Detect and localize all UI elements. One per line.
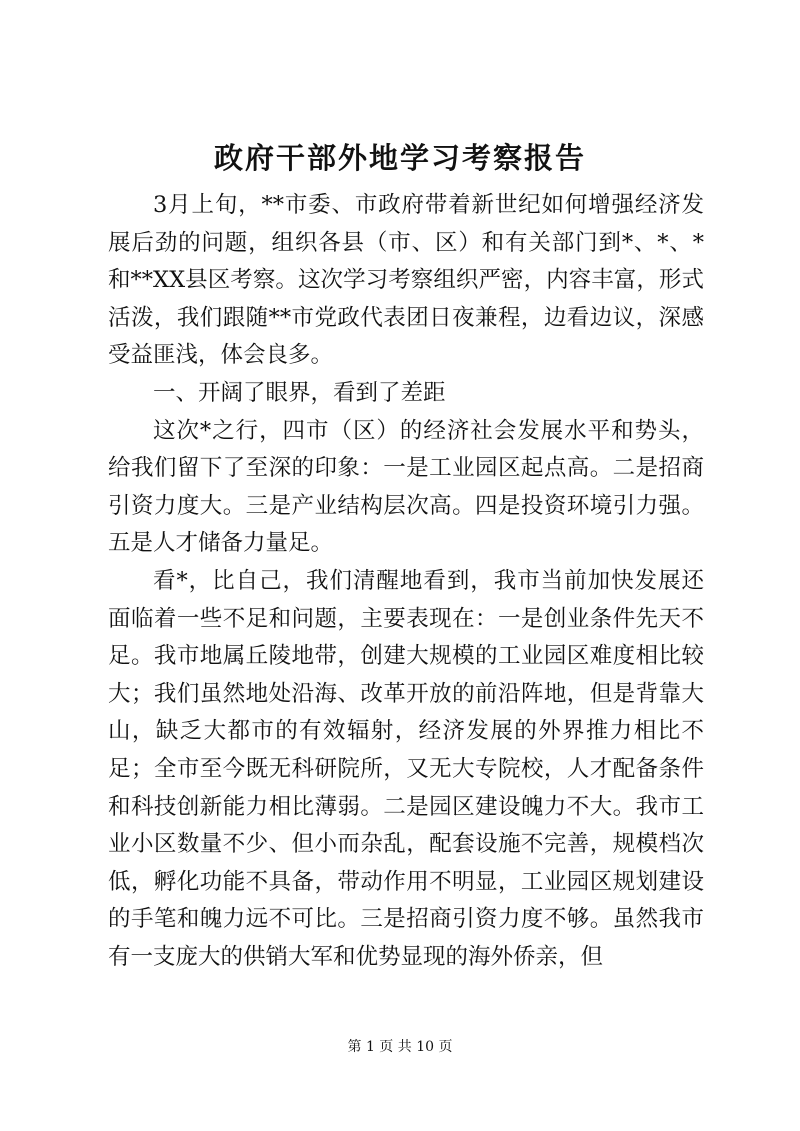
document-body bbox=[108, 187, 704, 976]
document-title: 政府干部外地学习考察报告 bbox=[213, 141, 586, 175]
section-heading: 一、开阔了眼界，看到了差距 bbox=[153, 379, 446, 406]
paragraph-shortcomings: 看*，比自己，我们清醒地看到，我市当前加快发展还面临着一些不足和问题，主要表现在：一是创业条件先天不足。我市地属丘陵地带，创建大规模的工业园区难度相比较大；我们虽然地处沿海、改革开放的前沿阵地，但是背靠大山，缺乏大都市的有效辐射，经济发展的外界推力相比不足；全市至今既无科研院所，又无大专院校，人才配备条件和科技创新能力相比薄弱。二是园区建设魄力不大。我市工业小区数量不少、但小而杂乱，配套设施不完善，规模档次低，孵化功能不具备，带动作用不明显，工业园区规划建设的手笔和魄力远不可比。三是招商引资力度不够。虽然我市有一支庞大的供销大军和优势显现的海外侨亲，但 bbox=[108, 567, 704, 970]
paragraph-intro: 3月上旬，**市委、市政府带着新世纪如何增强经济发展后劲的问题，组织各县（市、区）和有关部门到*、*、*和**XX县区考察。这次学习考察组织严密，内容丰富，形式活泼，我们跟随**市党政代表团日夜兼程，边看边议，深感受益匪浅，体会良多。 bbox=[108, 192, 704, 369]
paragraph-impressions: 这次*之行，四市（区）的经济社会发展水平和势头，给我们留下了至深的印象：一是工业园区起点高。二是招商引资力度大。三是产业结构层次高。四是投资环境引力强。五是人才储备力量足。 bbox=[108, 417, 704, 557]
page-number: 第 1 页 共 10 页 bbox=[347, 1039, 453, 1055]
